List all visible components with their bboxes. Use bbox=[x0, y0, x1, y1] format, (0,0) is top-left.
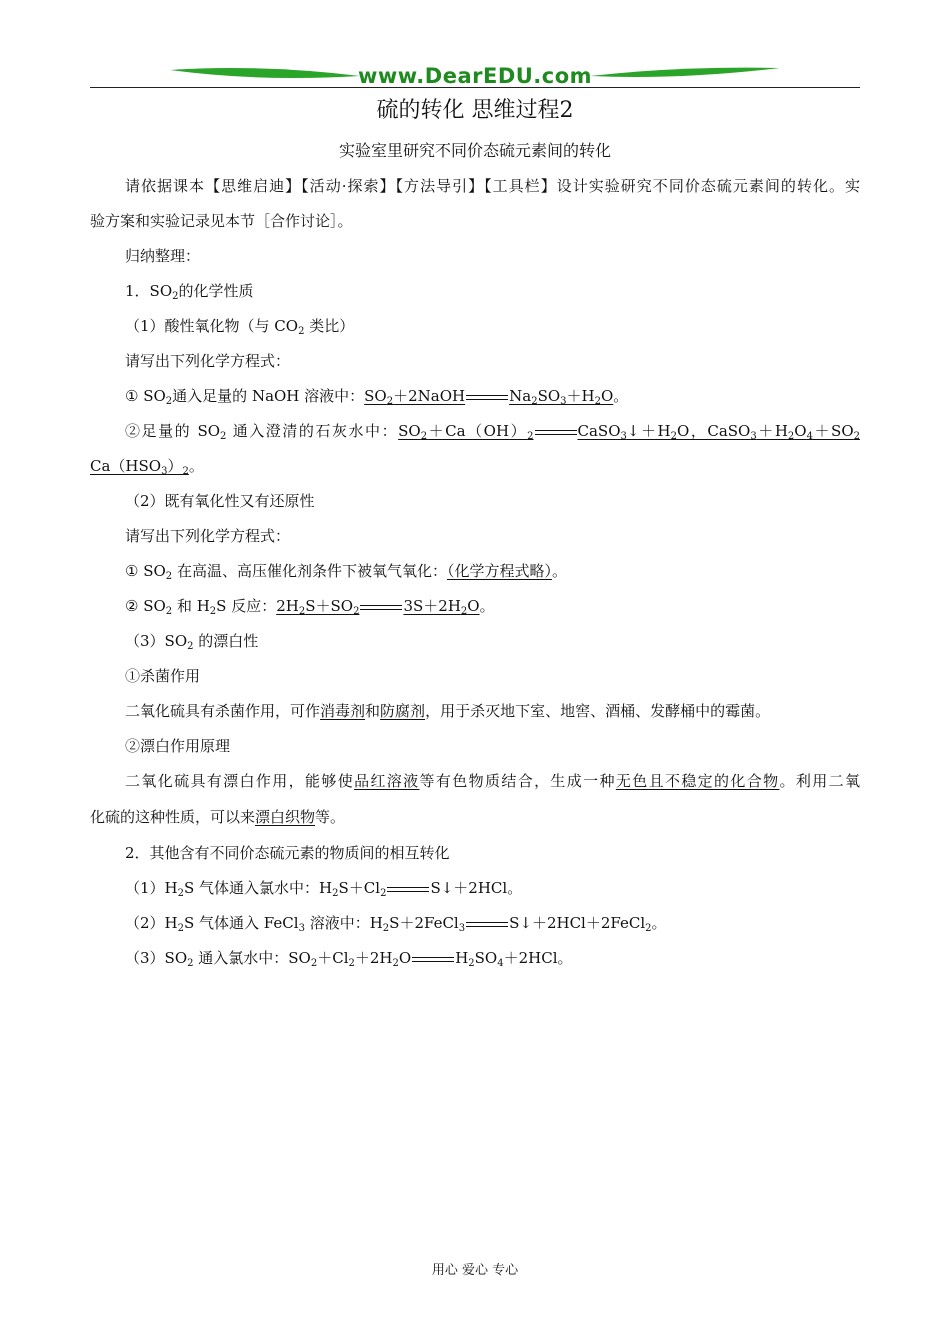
equals-sign bbox=[466, 395, 508, 400]
reaction-h2s-fecl3: $(2)H_2S$ 气体通入 FeCl$_3$ 溶液中：$H_2S+2FeCl_3$ S↓＋2HCl＋2FeCl$_2$。 bbox=[125, 914, 667, 934]
answer-so2-oxidation: （化学方程式略） bbox=[446, 562, 552, 580]
site-logo[interactable]: www.DearEDU.com bbox=[357, 64, 593, 88]
page-footer: 用心 爱心 专心 bbox=[431, 1263, 519, 1278]
bleaching-text-1: 二氧化硫具有漂白作用，能够使品红溶液等有色物质结合，生成一种无色且不稳定的化合物。利用二氧 bbox=[125, 772, 860, 790]
section-1-heading: 1．$SO_2$的化学性质 bbox=[125, 282, 254, 302]
sterilization-text: 二氧化硫具有杀菌作用，可作消毒剂和防腐剂，用于杀灭地下室、地窖、酒桶、发酵桶中的霉菌。 bbox=[125, 702, 771, 720]
header-rule bbox=[90, 87, 860, 88]
equals-sign bbox=[412, 957, 454, 962]
part-1-prompt: 请写出下列化学方程式： bbox=[125, 352, 291, 370]
reaction-so2-chlorine: $(3)SO_2$ 通入氯水中：$SO_2+Cl_2+2H_2O$ $H_2SO_4+2HCl$。 bbox=[125, 949, 573, 969]
equation-so2-limewater: ②足量的 $SO_2$ 通入澄清的石灰水中：$SO_2+Ca(OH)_2$ $CaSO_3↓+H_2O$，$CaSO_3+H_2O_4+SO_2$ bbox=[125, 422, 860, 442]
intro-line-1: 请依据课本【思维启迪】【活动·探索】【方法导引】【工具栏】设计实验研究不同价态硫元素间的转化。实 bbox=[125, 177, 860, 195]
intro-line-2: 验方案和实验记录见本节［合作讨论］。 bbox=[90, 212, 353, 230]
summary-label: 归纳整理： bbox=[125, 247, 201, 265]
answer-so2-h2s: $2H_2S+SO_2$ bbox=[276, 597, 360, 617]
equals-sign bbox=[535, 430, 577, 435]
part-3-label: $(3)SO_2$ 的漂白性 bbox=[125, 632, 259, 652]
equation-so2-oxidation: ① $SO_2$ 在高温、高压催化剂条件下被氧气氧化：（化学方程式略）。 bbox=[125, 562, 567, 582]
part-2-prompt: 请写出下列化学方程式： bbox=[125, 527, 291, 545]
answer-so2-naoh: $SO_2+2NaOH$ bbox=[364, 387, 466, 407]
equation-so2-naoh: ① $SO_2$通入足量的 NaOH 溶液中：$SO_2+2NaOH$ $Na_2SO_3+H_2O$。 bbox=[125, 387, 629, 407]
part-2-label: （2）既有氧化性又有还原性 bbox=[125, 492, 315, 510]
bleaching-text-2: 化硫的这种性质，可以来漂白织物等。 bbox=[90, 808, 346, 826]
equals-sign bbox=[360, 605, 402, 610]
equation-so2-limewater-cont: $Ca(HSO_3)_2$。 bbox=[90, 457, 204, 477]
sterilization-label: ①杀菌作用 bbox=[125, 667, 201, 685]
equals-sign bbox=[387, 887, 429, 892]
document-body bbox=[90, 174, 860, 981]
section-2-heading: 2．其他含有不同价态硫元素的物质间的相互转化 bbox=[125, 844, 450, 862]
answer-so2-limewater: $SO_2+Ca(OH)_2$ bbox=[398, 422, 534, 442]
equation-so2-h2s: ② $SO_2$ 和 $H_2S$ 反应：$2H_2S+SO_2$ $3S+2H_2O$。 bbox=[125, 597, 495, 617]
site-header bbox=[90, 62, 860, 88]
page-title: 硫的转化 思维过程2 bbox=[376, 98, 574, 123]
page-subtitle: 实验室里研究不同价态硫元素间的转化 bbox=[338, 141, 611, 160]
bleaching-label: ②漂白作用原理 bbox=[125, 737, 231, 755]
reaction-h2s-chlorine: $(1)H_2S$ 气体通入氯水中：$H_2S+Cl_2$ S↓＋2HCl。 bbox=[125, 879, 523, 899]
equals-sign bbox=[466, 922, 508, 927]
part-1-label: （1）酸性氧化物（与 $CO_2$ 类比） bbox=[125, 317, 355, 337]
